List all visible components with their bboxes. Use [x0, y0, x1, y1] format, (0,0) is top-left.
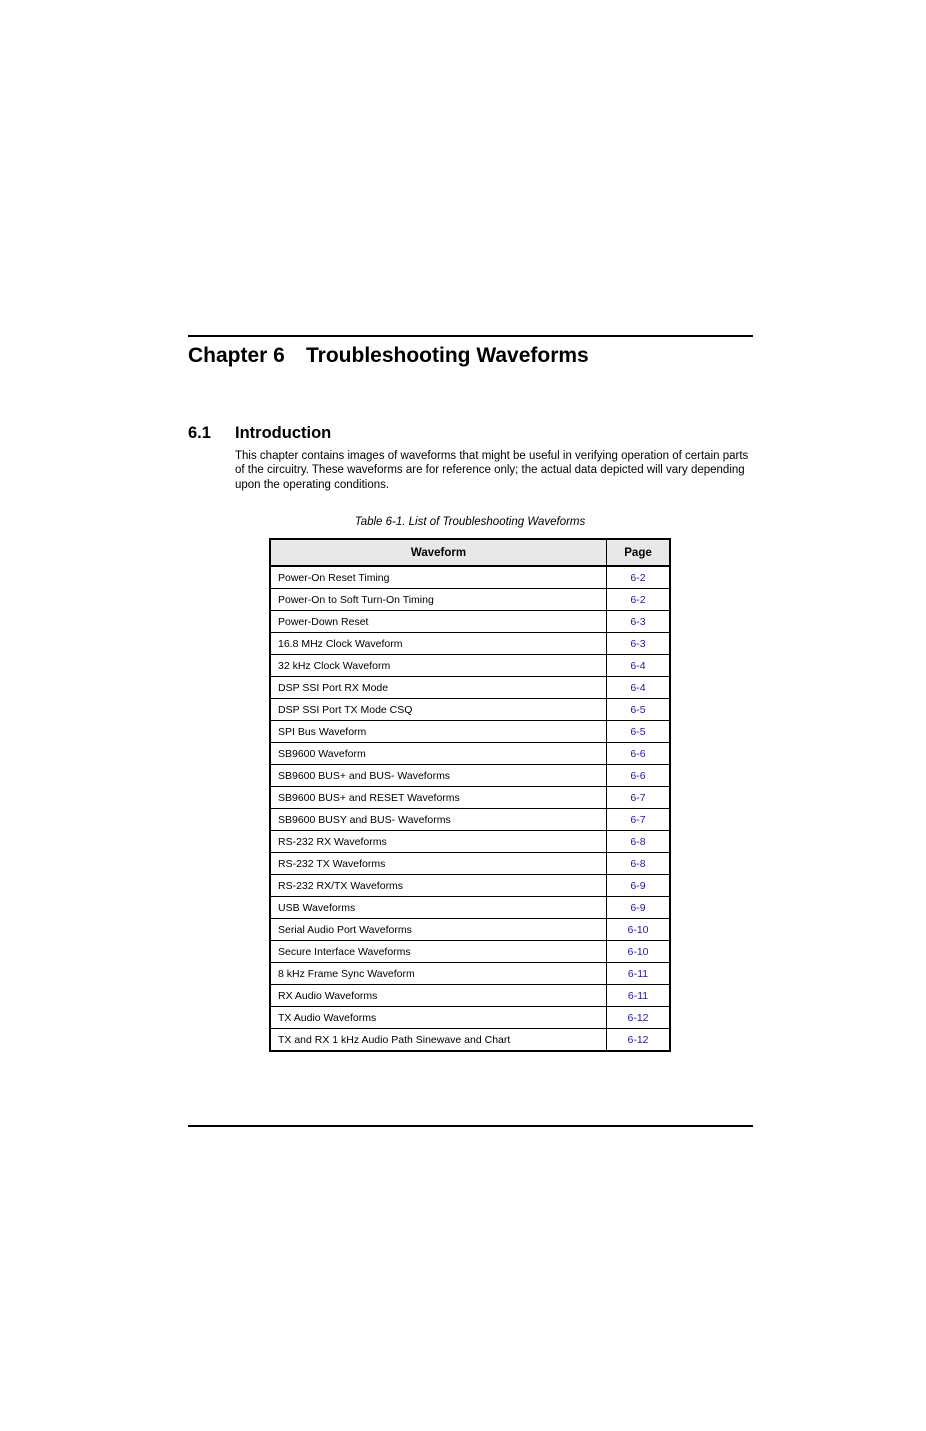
table-row: [270, 743, 670, 765]
waveform-name-cell: TX Audio Waveforms: [270, 1007, 607, 1029]
waveform-name-cell: SB9600 BUSY and BUS- Waveforms: [270, 809, 607, 831]
table-row: [270, 611, 670, 633]
table-row: [270, 566, 670, 589]
chapter-number: Chapter 6: [188, 344, 285, 367]
waveform-name-cell: SB9600 BUS+ and RESET Waveforms: [270, 787, 607, 809]
page-link-cell[interactable]: 6-12: [607, 1007, 671, 1029]
page-link-cell[interactable]: 6-4: [607, 655, 671, 677]
waveform-name-cell: SB9600 BUS+ and BUS- Waveforms: [270, 765, 607, 787]
waveform-name-cell: SB9600 Waveform: [270, 743, 607, 765]
table-row: [270, 831, 670, 853]
page-link-cell[interactable]: 6-7: [607, 809, 671, 831]
waveform-name-cell: 32 kHz Clock Waveform: [270, 655, 607, 677]
table-row: [270, 721, 670, 743]
table-row: [270, 677, 670, 699]
waveform-name-cell: 16.8 MHz Clock Waveform: [270, 633, 607, 655]
section-heading: [188, 424, 331, 443]
page-link-cell[interactable]: 6-3: [607, 611, 671, 633]
table-row: [270, 655, 670, 677]
page-link-cell[interactable]: 6-5: [607, 699, 671, 721]
table-row: [270, 699, 670, 721]
bottom-rule: [188, 1125, 753, 1127]
table-row: [270, 765, 670, 787]
waveform-name-cell: Power-On to Soft Turn-On Timing: [270, 589, 607, 611]
chapter-title: [188, 344, 589, 368]
waveform-name-cell: TX and RX 1 kHz Audio Path Sinewave and Chart: [270, 1029, 607, 1052]
page-link-cell[interactable]: 6-11: [607, 963, 671, 985]
table-row: [270, 633, 670, 655]
waveform-name-cell: Secure Interface Waveforms: [270, 941, 607, 963]
table-row: [270, 897, 670, 919]
table-row: [270, 787, 670, 809]
page-link-cell[interactable]: 6-2: [607, 566, 671, 589]
waveform-name-cell: RS-232 TX Waveforms: [270, 853, 607, 875]
waveform-name-cell: 8 kHz Frame Sync Waveform: [270, 963, 607, 985]
table-row: [270, 963, 670, 985]
waveform-name-cell: SPI Bus Waveform: [270, 721, 607, 743]
page-link-cell[interactable]: 6-6: [607, 765, 671, 787]
page-link-cell[interactable]: 6-2: [607, 589, 671, 611]
waveform-table: [269, 538, 671, 1052]
table-row: [270, 941, 670, 963]
intro-paragraph: This chapter contains images of waveforms that might be useful in verifying operation of certain parts of the circuitry. These waveforms are for reference only; the actual data depicted will vary depending upon the operating conditions.: [235, 450, 749, 491]
waveform-name-cell: RS-232 RX/TX Waveforms: [270, 875, 607, 897]
page-link-cell[interactable]: 6-9: [607, 897, 671, 919]
section-number: 6.1: [188, 424, 211, 442]
table-row: [270, 589, 670, 611]
section-title: Introduction: [235, 424, 332, 442]
table-body: [270, 566, 670, 1051]
waveform-name-cell: USB Waveforms: [270, 897, 607, 919]
table-row: [270, 985, 670, 1007]
waveform-name-cell: Power-On Reset Timing: [270, 566, 607, 589]
chapter-name: Troubleshooting Waveforms: [306, 344, 589, 367]
page-link-cell[interactable]: 6-3: [607, 633, 671, 655]
top-rule: [188, 335, 753, 337]
page-link-cell[interactable]: 6-10: [607, 941, 671, 963]
page-link-cell[interactable]: 6-4: [607, 677, 671, 699]
table-row: [270, 919, 670, 941]
page-link-cell[interactable]: 6-12: [607, 1029, 671, 1052]
table-caption: Table 6-1. List of Troubleshooting Waveforms: [354, 516, 586, 528]
waveform-name-cell: Serial Audio Port Waveforms: [270, 919, 607, 941]
waveform-name-cell: DSP SSI Port RX Mode: [270, 677, 607, 699]
header-page: Page: [607, 539, 671, 566]
waveform-name-cell: RX Audio Waveforms: [270, 985, 607, 1007]
table-row: [270, 809, 670, 831]
waveform-name-cell: Power-Down Reset: [270, 611, 607, 633]
table-row: [270, 1007, 670, 1029]
table-row: [270, 853, 670, 875]
page-link-cell[interactable]: 6-6: [607, 743, 671, 765]
waveform-name-cell: DSP SSI Port TX Mode CSQ: [270, 699, 607, 721]
table-header-row: [270, 539, 670, 566]
table-row: [270, 1029, 670, 1052]
page-link-cell[interactable]: 6-8: [607, 831, 671, 853]
header-waveform: Waveform: [270, 539, 607, 566]
page-link-cell[interactable]: 6-7: [607, 787, 671, 809]
table-row: [270, 875, 670, 897]
page-link-cell[interactable]: 6-5: [607, 721, 671, 743]
waveform-name-cell: RS-232 RX Waveforms: [270, 831, 607, 853]
page-link-cell[interactable]: 6-9: [607, 875, 671, 897]
page-link-cell[interactable]: 6-11: [607, 985, 671, 1007]
page-link-cell[interactable]: 6-10: [607, 919, 671, 941]
page-link-cell[interactable]: 6-8: [607, 853, 671, 875]
